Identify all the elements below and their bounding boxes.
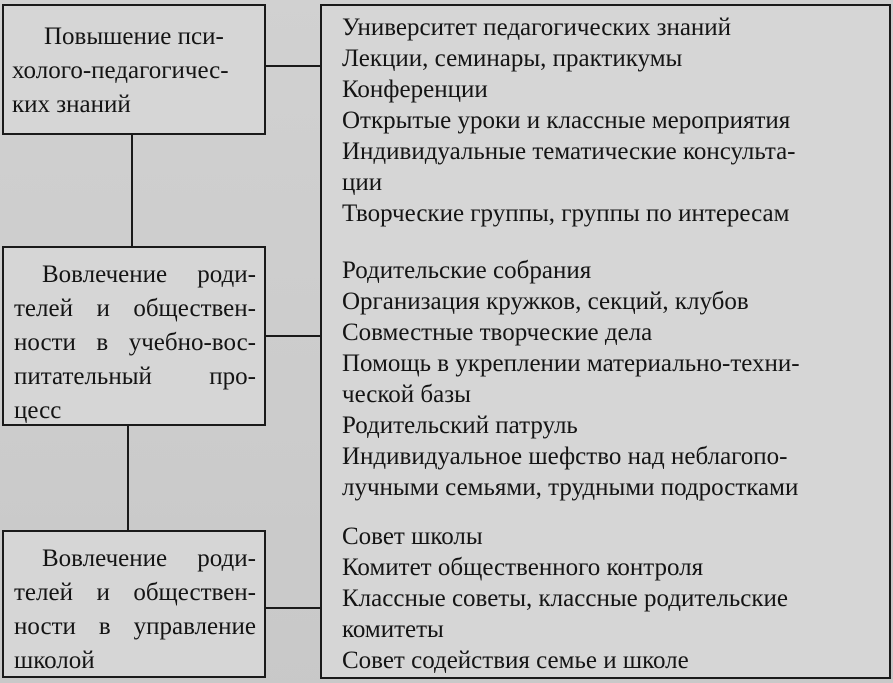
box2-word: обществен- <box>133 295 256 322</box>
activity-item: Помощь в укреплении материально-техни- <box>342 350 800 377</box>
box3-word: и <box>96 579 110 606</box>
activity-item: Совместные творческие дела <box>342 319 653 346</box>
box2-word: телей <box>14 295 73 322</box>
box2-line-5: цесс <box>14 397 62 424</box>
activities-group-management <box>342 521 883 676</box>
box2-word: питательный <box>14 363 152 390</box>
activity-item: Университет педагогических знаний <box>342 14 732 41</box>
box1-line-1: Повышение пси- <box>44 23 224 50</box>
box2-line-1 <box>42 258 256 292</box>
activity-item: Совет школы <box>342 523 483 550</box>
box3-word: Вовлечение <box>42 545 168 572</box>
activity-item: Совет содействия семье и школе <box>342 647 689 674</box>
box2-line-4 <box>14 360 256 394</box>
box2-word: про- <box>209 363 256 390</box>
box3-word: роди- <box>197 545 256 572</box>
box2-word: и <box>96 295 110 322</box>
activity-item: Открытые уроки и классные мероприятия <box>342 107 791 134</box>
activity-item: комитеты <box>342 616 444 643</box>
box3-word: обществен- <box>133 579 256 606</box>
activity-item: Творческие группы, группы по интересам <box>342 200 790 227</box>
activity-item: Родительский патруль <box>342 412 578 439</box>
activities-group-education <box>342 255 883 503</box>
box2-word: Вовлечение <box>42 261 168 288</box>
activity-item: Родительские собрания <box>342 257 592 284</box>
box-parents-management <box>2 530 266 678</box>
box-activities-list <box>320 4 891 679</box>
activity-item: Классные советы, классные родительские <box>342 585 788 612</box>
box-parents-education <box>2 246 266 426</box>
box2-line-2 <box>14 292 256 326</box>
activity-item: Комитет общественного контроля <box>342 554 704 581</box>
box3-line-4: школой <box>14 647 95 674</box>
box2-word: роди- <box>197 261 256 288</box>
activity-item: лучными семьями, трудными подростками <box>342 474 799 501</box>
box-psychology-knowledge <box>2 4 266 135</box>
activity-item: Конференции <box>342 76 488 103</box>
activity-item: Лекции, семинары, практикумы <box>342 45 683 72</box>
activities-group-knowledge <box>342 12 883 229</box>
activity-item: Индивидуальные тематические консульта- <box>342 138 796 165</box>
box3-line-3 <box>14 610 256 644</box>
box3-word: телей <box>14 579 73 606</box>
box2-word: в <box>96 329 109 356</box>
box1-line-3: ких знаний <box>12 91 131 118</box>
activity-item: Индивидуальное шефство над неблагопо- <box>342 443 788 470</box>
box3-word: управление <box>133 613 256 640</box>
box2-word: ности <box>14 329 76 356</box>
activity-item: Организация кружков, секций, клубов <box>342 288 749 315</box>
activity-item: ческой базы <box>342 381 471 408</box>
box2-word: учебно-вос- <box>128 329 256 356</box>
box3-line-2 <box>14 576 256 610</box>
box3-word: ности <box>14 613 76 640</box>
box2-line-3 <box>14 326 256 360</box>
box3-word: в <box>98 613 111 640</box>
activity-item: ции <box>342 169 383 196</box>
box1-line-2: холого-педагогичес- <box>12 57 229 84</box>
box3-line-1 <box>42 542 256 576</box>
